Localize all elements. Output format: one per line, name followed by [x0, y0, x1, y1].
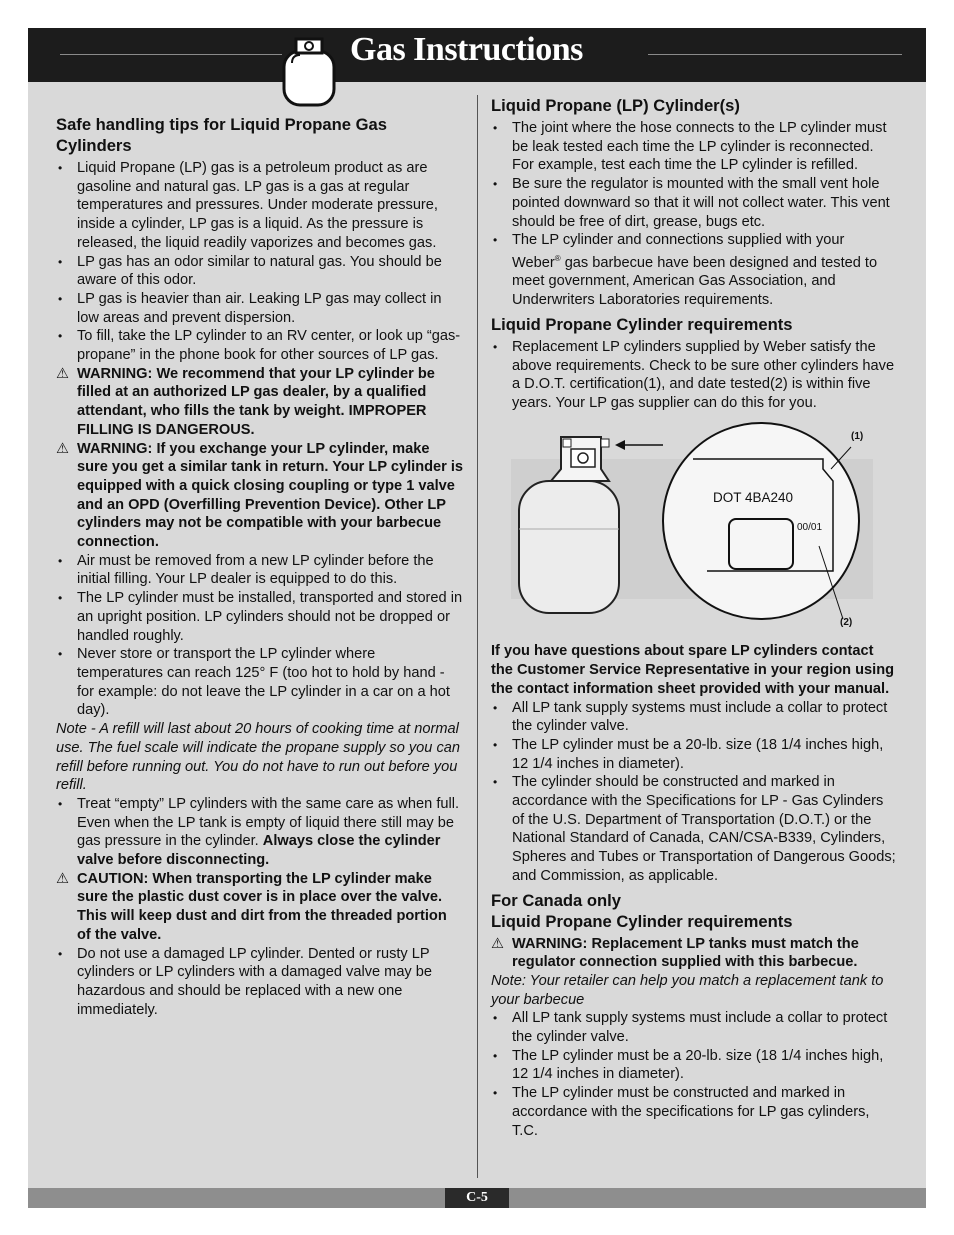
- supply-list: [491, 699, 896, 886]
- left-column: [56, 114, 464, 1019]
- section-heading-lp-cylinders: Liquid Propane (LP) Cylinder(s): [491, 96, 740, 115]
- callout-2: (2): [840, 616, 853, 628]
- list-item: • Be sure the regulator is mounted with the small vent hole pointed downward so that it will not collect water. This vent should be free of dirt, grease, bugs etc.: [491, 175, 896, 231]
- warning-fill-dealer: [56, 365, 464, 440]
- callout-1: (1): [851, 430, 864, 442]
- warning-text: WARNING: Replacement LP tanks must match the regulator connection supplied with this barbecue.: [512, 935, 859, 971]
- caution-text: CAUTION: When transporting the LP cylinder make sure the plastic dust cover is in place over the valve. This will keep dust and dirt from the threaded portion of the valve.: [77, 870, 447, 943]
- contact-paragraph: If you have questions about spare LP cylinders contact the Customer Service Representative in your region using the contact information sheet provided with your manual.: [491, 643, 895, 697]
- warning-exchange: [56, 440, 464, 552]
- section-heading-canada: For Canada only: [491, 890, 622, 910]
- warning-triangle-icon: ⚠: [56, 440, 70, 457]
- list-item: • The LP cylinder must be a 20-lb. size (18 1/4 inches high, 12 1/4 inches in diameter).: [491, 1047, 896, 1084]
- list-item: • All LP tank supply systems must include a collar to protect the cylinder valve.: [491, 1009, 896, 1046]
- list-item: • The joint where the hose connects to the LP cylinder must be leak tested each time the LP cylinder is reconnected. For example, test each time the LP cylinder is refilled.: [491, 119, 896, 175]
- list-item: [491, 231, 896, 310]
- warning-text: WARNING: We recommend that your LP cylinder be filled at an authorized LP gas dealer, by a qualified attendant, who fills the tank by weight. IMPROPER FILLING IS DANGEROUS.: [77, 365, 435, 438]
- cylinder-diagram: [491, 419, 896, 631]
- warning-text: WARNING: If you exchange your LP cylinder, make sure you get a similar tank in return. Your LP cylinder is equipped with a quick closing coupling or type 1 valve and an OPD (Overfilling Prevention Device). Other LP cylinders may not be compatible with your barbecue connection.: [77, 440, 464, 551]
- list-item: • LP gas has an odor similar to natural gas. You should be aware of this odor.: [56, 253, 464, 290]
- list-item: • All LP tank supply systems must include a collar to protect the cylinder valve.: [491, 699, 896, 736]
- list-item-text: Treat “empty” LP cylinders with the same care as when full. Even when the LP tank is empty of liquid there still may be gas pressure in the cylinder.: [77, 795, 460, 850]
- cylinder-list: [491, 119, 896, 310]
- caution-dust-cover: [56, 870, 464, 945]
- right-column: [491, 95, 896, 1140]
- list-item: • The cylinder should be constructed and marked in accordance with the Specifications for LP - Gas Cylinders of the U.S. Department of Transportation (D.O.T.) or the National Standard of Canada, CAN/CSA-B339, Cylinders, Spheres and Tubes or Transportation of Dangerous Goods; and Commission, as applicable.: [491, 773, 896, 885]
- warning-triangle-icon: ⚠: [56, 870, 70, 887]
- section-heading-canada-requirements: Liquid Propane Cylinder requirements: [491, 911, 793, 931]
- column-divider: [477, 95, 478, 1178]
- date-label: 00/01: [797, 521, 823, 533]
- list-item: • The LP cylinder must be installed, transported and stored in an upright position. LP cylinders should not be dropped or handled roughly.: [56, 589, 464, 645]
- warning-triangle-icon: ⚠: [491, 935, 505, 952]
- requirements-list: [491, 338, 896, 413]
- list-item: • Never store or transport the LP cylinder where temperatures can reach 125° F (too hot to hold by hand - for example: do not leave the LP cylinder in a car on a hot day).: [56, 645, 464, 720]
- list-item: • Replacement LP cylinders supplied by Weber satisfy the above requirements. Check to be sure other cylinders have a D.O.T. certification(1), and date tested(2) is within five years. Your LP gas supplier can do this for you.: [491, 338, 896, 413]
- safety-list-d: [56, 945, 464, 1020]
- propane-tank-icon: [278, 33, 340, 107]
- refill-note: Note - A refill will last about 20 hours of cooking time at normal use. The fuel scale will indicate the propane supply so you can refill before running out. You do not have to run out before you refill.: [56, 721, 461, 794]
- page-number: C-5: [445, 1188, 509, 1208]
- section-heading-cylinder-requirements: Liquid Propane Cylinder requirements: [491, 314, 793, 334]
- list-item: • LP gas is heavier than air. Leaking LP gas may collect in low areas and prevent dispersion.: [56, 290, 464, 327]
- warning-replacement: [491, 935, 896, 972]
- dot-label: DOT 4BA240: [713, 489, 794, 505]
- list-item: • Air must be removed from a new LP cylinder before the initial filling. Your LP dealer is equipped to do this.: [56, 552, 464, 589]
- page-title: Gas Instructions: [350, 31, 583, 68]
- retailer-note: Note: Your retailer can help you match a replacement tank to your barbecue: [491, 972, 884, 1008]
- list-item: • Liquid Propane (LP) gas is a petroleum product as are gasoline and natural gas. LP gas is a gas at regular temperatures and pressures. Under moderate pressure, inside a cylinder, LP gas is a liquid. As the pressure is released, the liquid readily vaporizes and becomes gas.: [56, 159, 464, 253]
- safety-list-b: [56, 552, 464, 720]
- list-item: • Do not use a damaged LP cylinder. Dented or rusty LP cylinders or LP cylinders with a damaged valve may be hazardous and should be replaced with a new one immediately.: [56, 945, 464, 1020]
- list-item: • To fill, take the LP cylinder to an RV center, or look up “gas-propane” in the phone book for other sources of LP gas.: [56, 327, 464, 364]
- list-item: • The LP cylinder must be a 20-lb. size (18 1/4 inches high, 12 1/4 inches in diameter).: [491, 736, 896, 773]
- list-item: [56, 795, 464, 870]
- canada-list: [491, 1009, 896, 1140]
- section-heading-safe-handling: Safe handling tips for Liquid Propane Gas Cylinders: [56, 115, 387, 155]
- warning-triangle-icon: ⚠: [56, 365, 70, 382]
- safety-list-a: [56, 159, 464, 365]
- list-item: • The LP cylinder must be constructed and marked in accordance with the specifications for LP gas cylinders, T.C.: [491, 1084, 896, 1140]
- safety-list-c: [56, 795, 464, 870]
- list-item-emphasis: Always close the cylinder valve before disconnecting.: [77, 833, 441, 869]
- list-item-text: gas barbecue have been designed and tested to meet government, American Gas Association, and Underwriters Laboratories requirements.: [512, 254, 878, 309]
- registered-mark: ®: [554, 253, 561, 263]
- list-item-text: The LP cylinder and connections supplied with your Weber: [512, 232, 845, 271]
